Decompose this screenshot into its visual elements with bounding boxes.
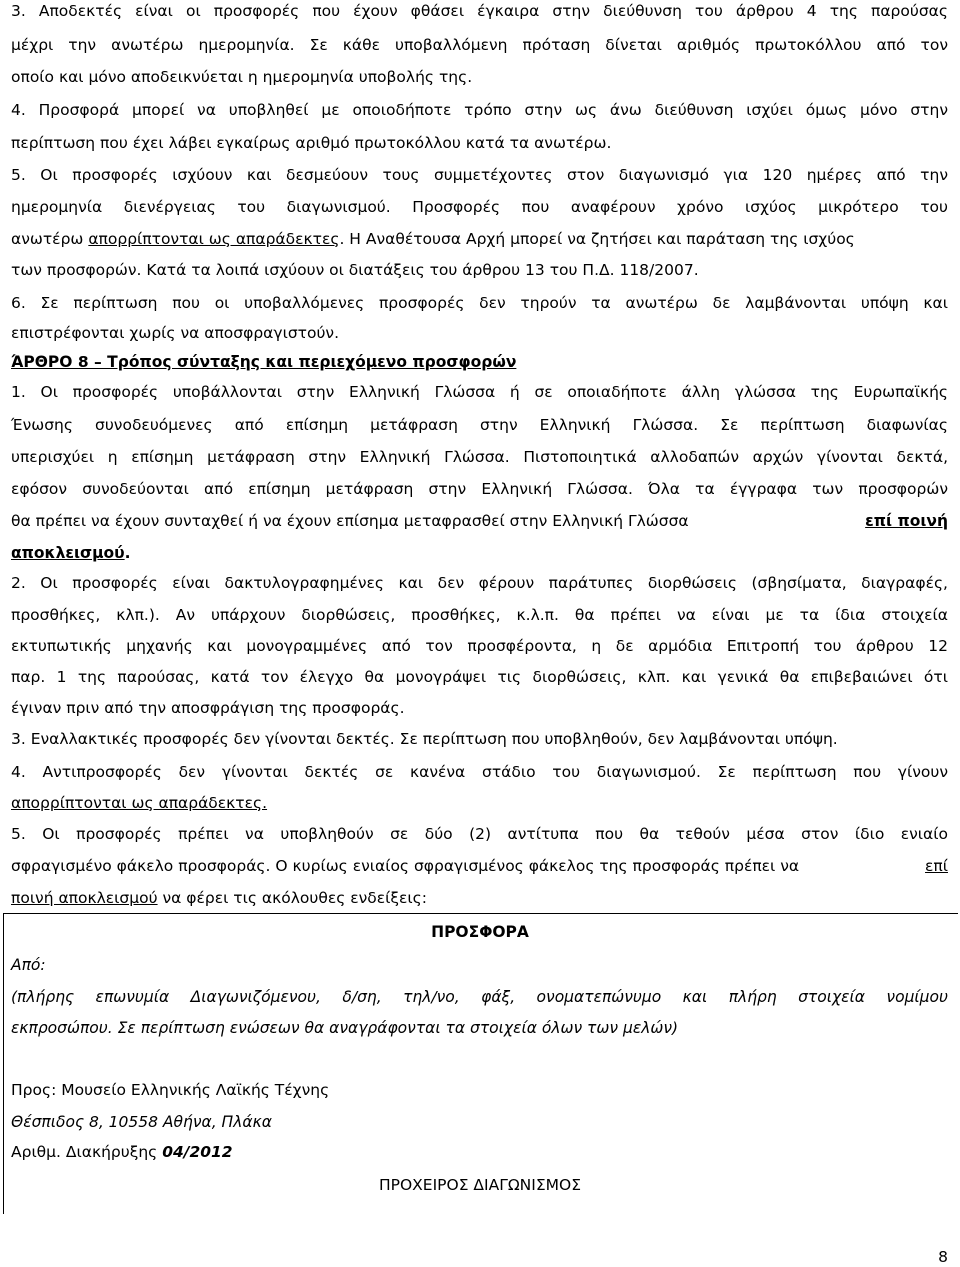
text-line: επιστρέφονται χωρίς να αποσφραγιστούν. <box>11 324 340 342</box>
underlined-phrase: απορρίπτονται ως απαράδεκτες. <box>11 794 268 812</box>
recipient-address: Θέσπιδος 8, 10558 Αθήνα, Πλάκα <box>11 1113 272 1131</box>
text-line <box>11 511 948 531</box>
text-line <box>11 543 131 563</box>
text-span: ανωτέρω <box>11 230 84 248</box>
from-label: Από: <box>11 956 46 974</box>
page-number: 8 <box>938 1248 948 1266</box>
offer-title: ΠΡΟΣΦΟΡΑ <box>431 923 529 941</box>
bidder-details-note: εκπροσώπου. Σε περίπτωση ενώσεων θα αναγράφονται τα στοιχεία όλων των μελών) <box>11 1019 679 1037</box>
text-line: 3. Αποδεκτές είναι οι προσφορές που έχουν φθάσει έγκαιρα στην διεύθυνση του άρθρου 4 της παρούσας <box>11 2 948 20</box>
text-line: 6. Σε περίπτωση που οι υποβαλλόμενες προσφορές δεν τηρούν τα ανωτέρω δε λαμβάνονται υπόψη και <box>11 294 948 312</box>
text-line: 1. Οι προσφορές υποβάλλονται στην Ελληνική Γλώσσα ή σε οποιαδήποτε άλλη γλώσσα της Ευρωπαϊκής <box>11 383 948 401</box>
text-line: 4. Προσφορά μπορεί να υποβληθεί με οποιοδήποτε τρόπο στην ως άνω διεύθυνση ισχύει όμως μόνο στην <box>11 101 948 119</box>
underlined-phrase: ποινή αποκλεισμού <box>11 889 158 907</box>
text-line: 5. Οι προσφορές ισχύουν και δεσμεύουν τους συμμετέχοντες στον διαγωνισμό για 120 ημέρες από την <box>11 166 948 184</box>
text-line: προσθήκες, κλπ.). Αν υπάρχουν διορθώσεις, προσθήκες, κ.λ.π. θα πρέπει να είναι με τα ίδια στοιχεία <box>11 606 948 624</box>
text-line: εφόσον συνοδεύονται από επίσημη μετάφραση στην Ελληνική Γλώσσα. Όλα τα έγγραφα των προσφορών <box>11 480 948 498</box>
text-line: παρ. 1 της παρούσας, κατά τον έλεγχο θα μονογράψει τις διορθώσεις, κλπ. και γενικά θα επιβεβαιώνει ότι <box>11 668 948 686</box>
text-line: έγιναν πριν από την αποσφράγιση της προσφοράς. <box>11 699 405 717</box>
tender-reference-label: Αριθμ. Διακήρυξης <box>11 1143 163 1161</box>
text-span: σφραγισμένο φάκελο προσφοράς. Ο κυρίως ενιαίος σφραγισμένος φάκελος της προσφοράς πρέπει να <box>11 857 800 875</box>
underlined-phrase: επί <box>925 857 948 875</box>
text-line: μέχρι την ανωτέρω ημερομηνία. Σε κάθε υποβαλλόμενη πρόταση δίνεται αριθμός πρωτοκόλλου από τον <box>11 36 948 54</box>
text-line: οποίο και μόνο αποδεικνύεται η ημερομηνία υποβολής της. <box>11 68 473 86</box>
text-line <box>11 856 948 876</box>
procedure-type: ΠΡΟΧΕΙΡΟΣ ΔΙΑΓΩΝΙΣΜΟΣ <box>378 1176 582 1194</box>
text-line <box>11 888 427 908</box>
section-heading: ΆΡΘΡΟ 8 – Τρόπος σύνταξης και περιεχόμενο προσφορών <box>11 353 517 371</box>
recipient-line: Προς: Μουσείο Ελληνικής Λαϊκής Τέχνης <box>11 1081 330 1099</box>
text-line: εκτυπωτικής μηχανής και μονογραμμένες από τον προσφέροντα, η δε αρμόδια Επιτροπή του άρθρου 12 <box>11 637 948 655</box>
tender-reference-number: 04/2012 <box>162 1143 233 1161</box>
text-line: 5. Οι προσφορές πρέπει να υποβληθούν σε δύο (2) αντίτυπα που θα τεθούν μέσα στον ίδιο ενιαίο <box>11 825 948 843</box>
text-line: 4. Αντιπροσφορές δεν γίνονται δεκτές σε κανένα στάδιο του διαγωνισμού. Σε περίπτωση που γίνουν <box>11 763 948 781</box>
text-line: των προσφορών. Κατά τα λοιπά ισχύουν οι διατάξεις του άρθρου 13 του Π.Δ. 118/2007. <box>11 261 699 279</box>
text-span: θα πρέπει να έχουν συνταχθεί ή να έχουν επίσημα μεταφρασθεί στην Ελληνική Γλώσσα <box>11 512 689 530</box>
bidder-details-note: (πλήρης επωνυμία Διαγωνιζόμενου, δ/ση, τηλ/νο, φάξ, ονοματεπώνυμο και πλήρη στοιχεία νομίμου <box>11 988 948 1006</box>
text-line: 2. Οι προσφορές είναι δακτυλογραφημένες και δεν φέρουν παράτυπες διορθώσεις (σβησίματα, διαγραφές, <box>11 574 948 592</box>
emphasis-phrase: αποκλεισμού <box>11 544 125 562</box>
text-span: . Η Αναθέτουσα Αρχή μπορεί να ζητήσει και παράταση της ισχύος <box>339 230 855 248</box>
emphasis-phrase: επί ποινή <box>865 512 948 530</box>
text-line: 3. Εναλλακτικές προσφορές δεν γίνονται δεκτές. Σε περίπτωση που υποβληθούν, δεν λαμβάνονται υπόψη. <box>11 730 838 748</box>
text-span: να φέρει τις ακόλουθες ενδείξεις: <box>157 889 427 907</box>
text-span: . <box>124 544 131 562</box>
text-line: περίπτωση που έχει λάβει εγκαίρως αριθμό πρωτοκόλλου κατά τα ανωτέρω. <box>11 134 612 152</box>
underlined-phrase: απορρίπτονται ως απαράδεκτες <box>88 230 340 248</box>
text-line: ημερομηνία διενέργειας του διαγωνισμού. Προσφορές που αναφέρουν χρόνο ισχύος μικρότερο του <box>11 198 948 216</box>
tender-reference <box>11 1142 233 1162</box>
text-line: υπερισχύει η επίσημη μετάφραση στην Ελληνική Γλώσσα. Πιστοποιητικά αλλοδαπών αρχών γίνονται δεκτά, <box>11 448 948 466</box>
text-line <box>11 229 855 249</box>
offer-label-box <box>3 913 958 1214</box>
text-line: Ένωσης συνοδευόμενες από επίσημη μετάφραση στην Ελληνική Γλώσσα. Σε περίπτωση διαφωνίας <box>11 416 948 434</box>
